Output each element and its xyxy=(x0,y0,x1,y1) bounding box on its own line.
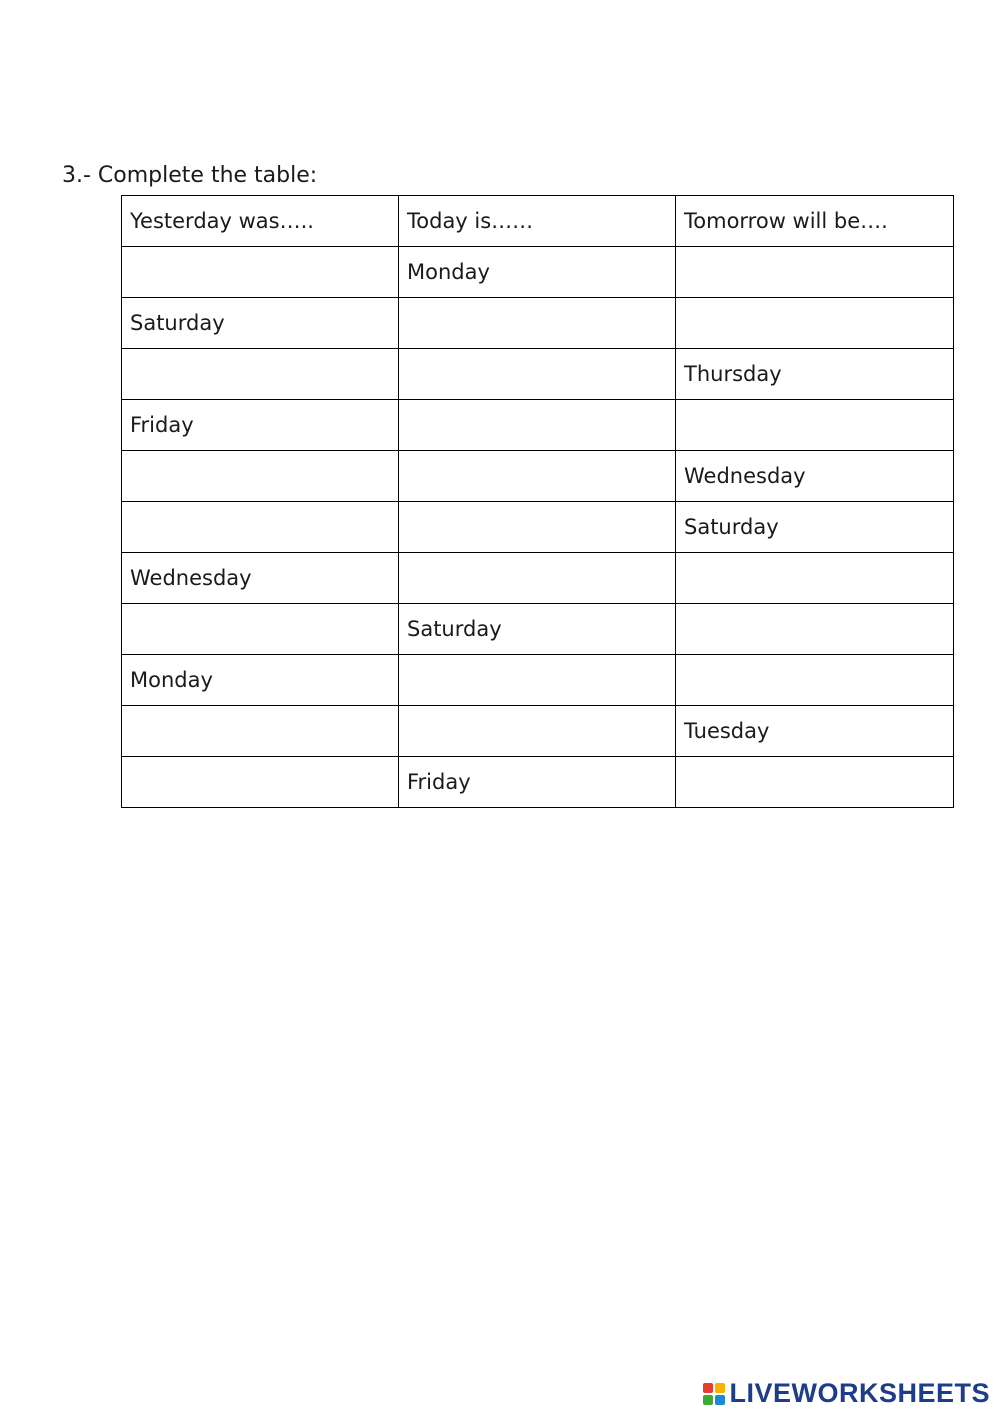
table-row xyxy=(122,655,954,706)
answer-cell-yesterday[interactable] xyxy=(122,604,399,655)
table-row xyxy=(122,706,954,757)
given-cell-tomorrow: Wednesday xyxy=(676,451,954,502)
answer-cell-tomorrow[interactable] xyxy=(676,298,954,349)
given-cell-yesterday: Friday xyxy=(122,400,399,451)
given-cell-today: Monday xyxy=(399,247,676,298)
answer-cell-today[interactable] xyxy=(399,451,676,502)
table-row xyxy=(122,553,954,604)
answer-cell-tomorrow[interactable] xyxy=(676,247,954,298)
days-table xyxy=(121,195,954,808)
table-row xyxy=(122,604,954,655)
header-today: Today is…… xyxy=(399,196,676,247)
table-row xyxy=(122,247,954,298)
answer-cell-today[interactable] xyxy=(399,706,676,757)
answer-cell-today[interactable] xyxy=(399,655,676,706)
answer-cell-tomorrow[interactable] xyxy=(676,757,954,808)
given-cell-tomorrow: Thursday xyxy=(676,349,954,400)
answer-cell-tomorrow[interactable] xyxy=(676,553,954,604)
table-row xyxy=(122,502,954,553)
table-row xyxy=(122,400,954,451)
given-cell-yesterday: Saturday xyxy=(122,298,399,349)
answer-cell-today[interactable] xyxy=(399,502,676,553)
answer-cell-today[interactable] xyxy=(399,400,676,451)
logo-square-red xyxy=(703,1383,713,1393)
table-header-row xyxy=(122,196,954,247)
header-yesterday: Yesterday was….. xyxy=(122,196,399,247)
liveworksheets-brand xyxy=(703,1378,990,1409)
answer-cell-yesterday[interactable] xyxy=(122,451,399,502)
given-cell-tomorrow: Saturday xyxy=(676,502,954,553)
table-row xyxy=(122,349,954,400)
brand-name: LIVEWORKSHEETS xyxy=(729,1378,990,1408)
given-cell-today: Friday xyxy=(399,757,676,808)
liveworksheets-logo-icon xyxy=(703,1383,725,1405)
header-tomorrow: Tomorrow will be…. xyxy=(676,196,954,247)
given-cell-today: Saturday xyxy=(399,604,676,655)
table-row xyxy=(122,298,954,349)
table-row xyxy=(122,451,954,502)
answer-cell-tomorrow[interactable] xyxy=(676,604,954,655)
logo-square-green xyxy=(703,1395,713,1405)
logo-square-blue xyxy=(715,1395,725,1405)
logo-square-yellow xyxy=(715,1383,725,1393)
table-row xyxy=(122,757,954,808)
given-cell-tomorrow: Tuesday xyxy=(676,706,954,757)
answer-cell-tomorrow[interactable] xyxy=(676,655,954,706)
answer-cell-today[interactable] xyxy=(399,553,676,604)
given-cell-yesterday: Monday xyxy=(122,655,399,706)
instruction-text: 3.- Complete the table: xyxy=(62,163,318,188)
answer-cell-yesterday[interactable] xyxy=(122,502,399,553)
answer-cell-today[interactable] xyxy=(399,298,676,349)
answer-cell-tomorrow[interactable] xyxy=(676,400,954,451)
given-cell-yesterday: Wednesday xyxy=(122,553,399,604)
answer-cell-yesterday[interactable] xyxy=(122,349,399,400)
answer-cell-yesterday[interactable] xyxy=(122,706,399,757)
answer-cell-yesterday[interactable] xyxy=(122,757,399,808)
table-body xyxy=(122,247,954,808)
answer-cell-yesterday[interactable] xyxy=(122,247,399,298)
answer-cell-today[interactable] xyxy=(399,349,676,400)
